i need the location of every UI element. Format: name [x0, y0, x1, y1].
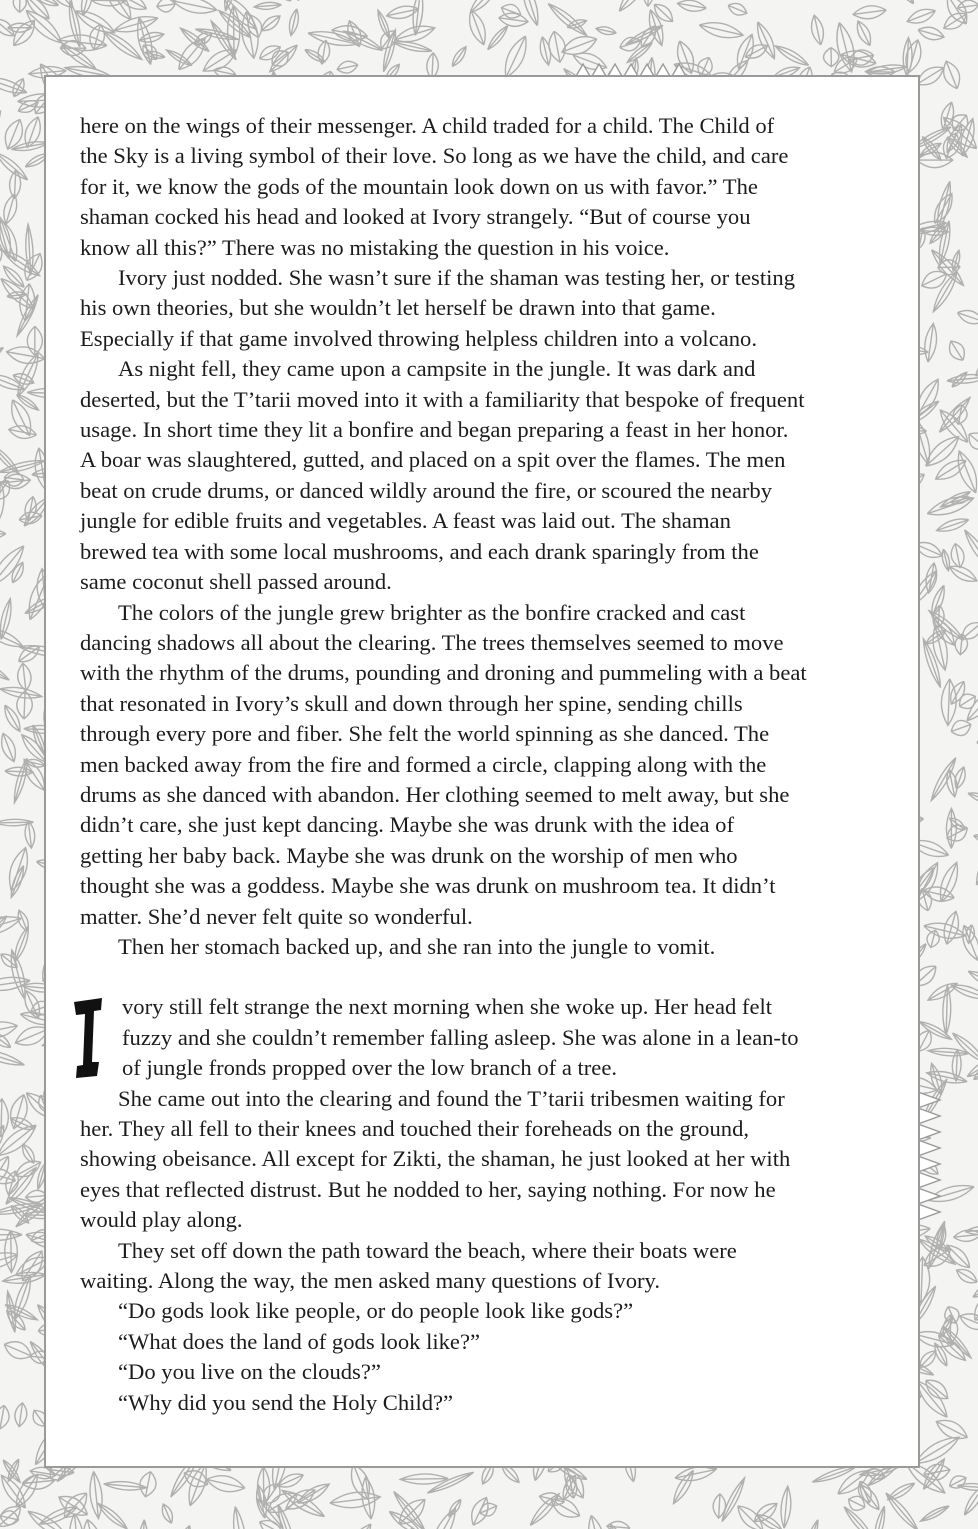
leaf-icon	[958, 618, 978, 644]
dialogue-line-1	[80, 1296, 900, 1326]
leaf-icon	[0, 541, 29, 590]
leaf-icon	[0, 1120, 41, 1162]
leaf-icon	[0, 950, 20, 971]
leaf-icon	[171, 0, 218, 17]
leaf-icon	[336, 59, 359, 75]
leaf-icon	[205, 1472, 247, 1495]
text-line: deserted, but the T’tarii moved into it with a familiarity that bespoke of frequent	[80, 386, 805, 412]
leaf-icon	[950, 1030, 978, 1066]
leaf-icon	[13, 1402, 28, 1428]
text-line: dancing shadows all about the clearing. The trees themselves seemed to move	[80, 629, 784, 655]
leaf-icon	[926, 979, 960, 1004]
leaf-icon	[8, 423, 38, 440]
text-line: know all this?” There was no mistaking the question in his voice.	[80, 234, 670, 260]
leaf-icon	[0, 192, 20, 225]
leaf-icon	[1, 703, 24, 734]
leaf-icon	[11, 757, 30, 803]
paragraph-6-dropcap	[80, 992, 900, 1083]
leaf-icon	[138, 1470, 159, 1498]
text-line: would play along.	[80, 1207, 243, 1233]
leaf-icon	[478, 1500, 500, 1519]
text-line: A boar was slaughtered, gutted, and placed on a spit over the flames. The men	[80, 447, 786, 473]
text-line: “Do gods look like people, or do people look like gods?”	[118, 1298, 634, 1324]
leaf-icon	[945, 337, 969, 364]
leaf-icon	[95, 1501, 129, 1529]
leaf-icon	[136, 1519, 149, 1529]
text-line: drums as she danced with abandon. Her clothing seemed to melt away, but she	[80, 781, 790, 807]
leaf-icon	[719, 1476, 748, 1523]
leaf-icon	[338, 1520, 377, 1529]
leaf-icon	[919, 1503, 951, 1524]
leaf-icon	[933, 1415, 971, 1444]
leaf-icon	[411, 0, 425, 36]
leaf-icon	[499, 33, 532, 81]
leaf-icon	[527, 1491, 562, 1528]
leaf-icon	[949, 981, 978, 1003]
leaf-icon	[953, 448, 978, 495]
leaf-icon	[921, 1375, 952, 1404]
leaf-icon	[918, 267, 950, 293]
leaf-icon	[178, 1524, 194, 1529]
leaf-icon	[0, 1099, 9, 1138]
leaf-icon	[779, 1486, 792, 1529]
leaf-icon	[922, 323, 938, 363]
text-line: “What does the land of gods look like?”	[118, 1328, 481, 1354]
leaf-icon	[13, 0, 27, 12]
leaf-icon	[853, 19, 874, 48]
paragraph-1	[80, 111, 900, 263]
leaf-icon	[949, 542, 966, 569]
text-line: As night fell, they came upon a campsite in the jungle. It was dark and	[118, 356, 756, 382]
leaf-icon	[642, 0, 655, 7]
leaf-icon	[947, 373, 978, 385]
leaf-icon	[935, 860, 962, 904]
text-line: showing obeisance. All except for Zikti, the shaman, he just looked at her with	[80, 1146, 791, 1172]
leaf-icon	[0, 657, 11, 682]
leaf-icon	[25, 224, 35, 275]
leaf-icon	[803, 1519, 821, 1529]
leaf-icon	[956, 307, 978, 327]
leaf-icon	[1, 1337, 34, 1363]
leaf-icon	[0, 1018, 19, 1041]
text-line: the Sky is a living symbol of their love. So long as we have the child, and care	[80, 143, 789, 169]
drop-cap-i-icon	[72, 996, 106, 1080]
text-line: thought she was a goddess. Maybe she was drunk on mushroom tea. It didn’t	[80, 873, 776, 899]
leaf-icon	[0, 1029, 13, 1051]
text-line: usage. In short time they lit a bonfire and began preparing a feast in her honor.	[80, 417, 789, 443]
text-line: eyes that reflected distrust. But he nodded to her, saying nothing. For now he	[80, 1176, 776, 1202]
leaf-icon	[886, 1480, 917, 1503]
leaf-icon	[11, 925, 32, 963]
leaf-icon	[566, 17, 588, 30]
dialogue-line-3	[80, 1357, 900, 1387]
leaf-icon	[773, 42, 810, 68]
leaf-icon	[0, 1404, 11, 1430]
leaf-icon	[922, 884, 956, 905]
leaf-icon	[257, 42, 284, 64]
text-line: with the rhythm of the drums, pounding and droning and pummeling with a beat	[80, 660, 807, 686]
leaf-icon	[595, 25, 617, 36]
leaf-icon	[939, 58, 964, 91]
leaf-icon	[956, 690, 978, 712]
text-line: “Why did you send the Holy Child?”	[118, 1389, 454, 1415]
leaf-icon	[0, 527, 6, 541]
leaf-icon	[0, 731, 19, 764]
leaf-icon	[538, 36, 554, 66]
text-line: They set off down the path toward the beach, where their boats were	[118, 1237, 737, 1263]
leaf-icon	[961, 527, 978, 573]
leaf-icon	[726, 0, 749, 18]
text-line: waiting. Along the way, the men asked many questions of Ivory.	[80, 1268, 661, 1294]
leaf-icon	[585, 1514, 607, 1529]
leaf-icon	[852, 4, 887, 21]
leaf-icon	[930, 269, 961, 314]
leaf-icon	[498, 11, 529, 28]
text-line: brewed tea with some local mushrooms, and each drank sparingly from the	[80, 538, 759, 564]
text-line: men backed away from the fire and formed a circle, clapping along with the	[80, 751, 767, 777]
leaf-icon	[924, 562, 939, 594]
leaf-icon	[21, 988, 44, 1021]
story-text	[80, 111, 900, 1418]
leaf-icon	[27, 326, 42, 355]
leaf-icon	[426, 1505, 461, 1529]
paragraph-2	[80, 263, 900, 354]
text-line: fuzzy and she couldn’t remember falling asleep. She was alone in a lean-to	[122, 1024, 799, 1050]
leaf-icon	[88, 1471, 105, 1519]
text-line: matter. She’d never felt quite so wonderful.	[80, 903, 473, 929]
leaf-icon	[2, 1164, 40, 1207]
paragraph-8	[80, 1236, 900, 1297]
leaf-icon	[21, 5, 66, 48]
leaf-icon	[940, 909, 962, 946]
leaf-icon	[400, 1474, 448, 1485]
text-line: shaman cocked his head and looked at Ivory strangely. “But of course you	[80, 204, 751, 230]
leaf-icon	[677, 0, 708, 13]
text-line: didn’t care, she just kept dancing. Maybe she was drunk with the idea of	[80, 812, 735, 838]
text-line: that resonated in Ivory’s skull and down through her spine, sending chills	[80, 690, 743, 716]
leaf-icon	[944, 821, 971, 845]
leaf-icon	[0, 1229, 22, 1240]
leaf-icon	[753, 20, 780, 61]
text-line: through every pore and fiber. She felt the world spinning as she danced. The	[80, 721, 770, 747]
leaf-icon	[841, 1504, 876, 1529]
paragraph-5	[80, 932, 900, 962]
text-line: for it, we know the gods of the mountain look down on us with favor.” The	[80, 173, 758, 199]
leaf-icon	[954, 1266, 978, 1287]
leaf-icon	[0, 477, 14, 504]
leaf-icon	[809, 14, 826, 46]
paragraph-4	[80, 598, 900, 932]
leaf-icon	[845, 1493, 867, 1514]
leaf-icon	[953, 1229, 978, 1243]
leaf-icon	[258, 12, 283, 34]
leaf-icon	[925, 929, 941, 950]
leaf-icon	[465, 8, 490, 47]
dialogue-line-4	[80, 1388, 900, 1418]
text-line: of jungle fronds propped over the low branch of a tree.	[122, 1055, 618, 1081]
leaf-icon	[0, 274, 38, 313]
leaf-icon	[917, 24, 946, 43]
leaf-icon	[905, 5, 937, 27]
leaf-icon	[973, 832, 978, 846]
leaf-icon	[0, 1046, 26, 1069]
leaf-icon	[9, 1114, 37, 1133]
text-line: She came out into the clearing and found the T’tarii tribesmen waiting for	[118, 1085, 785, 1111]
text-line: here on the wings of their messenger. A child traded for a child. The Child of	[80, 113, 775, 138]
text-line: same coconut shell passed around.	[80, 569, 392, 595]
leaf-icon	[967, 790, 978, 808]
leaf-icon	[115, 0, 150, 14]
text-line: Ivory just nodded. She wasn’t sure if the shaman was testing her, or testing	[118, 265, 795, 291]
leaf-icon	[254, 1, 282, 10]
dialogue-line-2	[80, 1327, 900, 1357]
leaf-icon	[230, 1506, 248, 1529]
leaf-icon	[25, 758, 46, 769]
leaf-icon	[80, 1518, 104, 1529]
leaf-icon	[159, 1502, 175, 1525]
text-line: vory still felt strange the next morning when she woke up. Her head felt	[122, 994, 773, 1020]
leaf-icon	[947, 562, 978, 586]
leaf-icon	[925, 492, 976, 521]
leaf-icon	[519, 0, 542, 27]
leaf-icon	[971, 838, 978, 888]
leaf-icon	[287, 8, 301, 36]
leaf-icon	[449, 44, 469, 68]
leaf-icon	[0, 107, 5, 144]
leaf-icon	[872, 1505, 888, 1529]
text-line: her. They all fell to their knees and touched their foreheads on the ground,	[80, 1116, 750, 1141]
leaf-icon	[393, 22, 437, 47]
text-line: Especially if that game involved throwing helpless children into a volcano.	[80, 325, 758, 351]
text-line: getting her baby back. Maybe she was drunk on the worship of men who	[80, 842, 738, 868]
leaf-icon	[0, 481, 5, 524]
text-line: his own theories, but she wouldn’t let herself be drawn into that game.	[80, 295, 716, 321]
leaf-icon	[485, 24, 510, 52]
leaf-icon	[0, 344, 6, 380]
text-line: Then her stomach backed up, and she ran into the jungle to vomit.	[118, 933, 716, 959]
paragraph-7	[80, 1084, 900, 1236]
text-line: jungle for edible fruits and vegetables. A feast was laid out. The shaman	[80, 508, 731, 534]
text-line: “Do you live on the clouds?”	[118, 1359, 381, 1385]
leaf-icon	[823, 47, 839, 66]
paragraph-3	[80, 354, 900, 597]
leaf-icon	[293, 0, 305, 1]
leaf-icon	[892, 0, 917, 6]
text-line: The colors of the jungle grew brighter as the bonfire cracked and cast	[118, 599, 746, 625]
leaf-icon	[5, 344, 46, 367]
leaf-icon	[4, 845, 33, 893]
text-line: beat on crude drums, or danced wildly around the fire, or scoured the nearby	[80, 477, 772, 503]
leaf-icon	[973, 356, 978, 380]
leaf-icon	[698, 19, 745, 42]
leaf-icon	[0, 911, 23, 940]
